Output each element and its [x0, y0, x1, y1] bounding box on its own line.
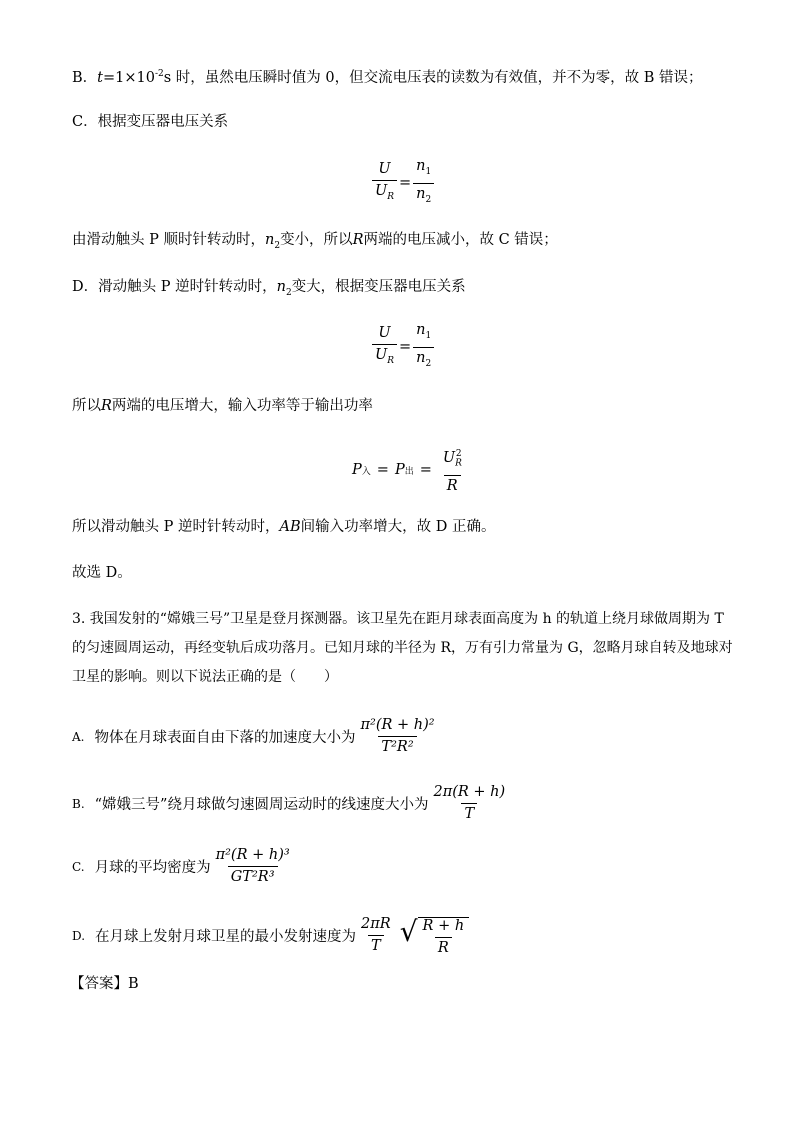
eq2-equals: = — [399, 339, 412, 356]
option-b-label: B. — [72, 796, 85, 811]
option-c-num: π²(R + h)³ — [215, 847, 290, 863]
equation-power — [352, 446, 467, 495]
eq2-n2: n — [416, 349, 426, 366]
eq-u: U — [378, 160, 391, 177]
so-rest: 两端的电压增大，输入功率等于输出功率 — [111, 398, 373, 414]
option-c-text: 月球的平均密度为 — [94, 860, 211, 876]
d-n: n — [276, 279, 286, 295]
var-t: t — [97, 69, 103, 86]
option-d — [72, 914, 469, 957]
eq3-out-sub: 出 — [404, 466, 414, 477]
b-exp: -2 — [154, 69, 164, 79]
c-after-rest: 两端的电压减小，故 C 错误； — [363, 232, 558, 248]
eq3-ur: U — [442, 449, 456, 466]
option-a-text: 物体在月球表面自由下落的加速度大小为 — [94, 730, 356, 746]
option-a-label: A. — [72, 729, 85, 744]
eq2-n2-sub: 2 — [425, 358, 432, 369]
solution-c-conclusion — [72, 230, 558, 256]
option-b-formula — [430, 784, 508, 823]
question-3-line-1 — [72, 609, 724, 629]
eq3-sq: 2 — [455, 449, 462, 459]
fraction-ur2-r — [440, 446, 465, 495]
question-3-line-3 — [72, 667, 338, 687]
final-choice — [72, 563, 132, 583]
option-a-den: T²R² — [381, 739, 414, 755]
answer-line — [70, 974, 139, 994]
fraction-n1-n2-2 — [413, 322, 434, 373]
answer-tag: 【答案】 — [70, 976, 128, 992]
solution-d-conclusion — [72, 517, 495, 537]
c-after-pre: 由滑动触头 P 顺时针转动时， — [72, 232, 265, 248]
option-d-formula-1 — [358, 916, 394, 955]
so2-rest: 间输入功率增大，故 D 正确。 — [300, 519, 496, 535]
option-b-text: “嫦娥三号”绕月球做匀速圆周运动时的线速度大小为 — [94, 797, 429, 813]
sqrt-sign-icon: √ — [399, 915, 418, 948]
option-d-label: D. — [72, 928, 86, 943]
option-a-num: π²(R + h)² — [360, 717, 435, 733]
eq-ur-sub: R — [387, 191, 395, 202]
q3-l3: 卫星的影响。则以下说法正确的是（ ） — [72, 669, 338, 685]
fraction-n1-n2 — [413, 158, 434, 209]
option-d-sqrt — [400, 914, 469, 957]
d-sub: 2 — [285, 287, 292, 298]
so-r: R — [101, 398, 112, 414]
c-after-r: R — [352, 232, 364, 248]
b-rest: s 时，虽然电压瞬时值为 0，但交流电压表的读数为有效值，并不为零，故 B 错误； — [163, 69, 703, 86]
solution-b-line — [72, 64, 703, 88]
option-b-den: T — [464, 806, 475, 822]
option-d-den2: R — [437, 940, 449, 956]
eq3-equals-1: = — [376, 462, 389, 479]
eq3-in-sub: 入 — [361, 466, 371, 477]
eq-n1-sub: 1 — [425, 166, 432, 177]
eq3-r: R — [446, 477, 458, 494]
so-pre: 所以 — [72, 398, 101, 414]
eq2-ur-sub: R — [387, 355, 395, 366]
c-after-sub: 2 — [274, 240, 281, 251]
solution-c-heading — [72, 112, 228, 132]
option-d-num2: R + h — [422, 918, 465, 934]
option-b-num: 2π(R + h) — [433, 784, 506, 800]
eq2-ur: U — [375, 346, 388, 363]
c-after-mid: 变小，所以 — [280, 232, 353, 248]
so2-ab: AB — [279, 519, 301, 535]
c-head-text: C．根据变压器电压关系 — [72, 114, 229, 130]
option-c-formula — [213, 847, 293, 886]
eq2-n1-sub: 1 — [425, 330, 432, 341]
eq-equals: = — [399, 175, 412, 192]
option-a — [72, 717, 440, 756]
option-c-den: GT²R³ — [230, 869, 275, 885]
equation-voltage-ratio-2 — [370, 322, 436, 373]
eq2-u: U — [378, 324, 391, 341]
eq3-p-in: P — [352, 462, 362, 479]
option-c-label: C. — [72, 859, 85, 874]
eq2-n1: n — [416, 322, 426, 338]
eq-n1: n — [416, 158, 426, 174]
solution-d-heading — [72, 277, 466, 303]
option-d-text: 在月球上发射月球卫星的最小发射速度为 — [95, 929, 357, 945]
option-d-formula-2 — [420, 918, 468, 957]
so2-pre: 所以滑动触头 P 逆时针转动时， — [72, 519, 280, 535]
d-pre: D．滑动触头 P 逆时针转动时， — [72, 279, 277, 295]
q3-l1: 3. 我国发射的“嫦娥三号”卫星是登月探测器。该卫星先在距月球表面高度为 h 的轨道上绕月球做周期为 T — [72, 611, 724, 627]
option-a-formula — [357, 717, 437, 756]
option-c — [72, 847, 295, 886]
eq-n2: n — [416, 185, 426, 202]
option-d-den1: T — [371, 938, 381, 954]
option-d-num1: 2πR — [361, 916, 391, 932]
fraction-u-ur — [372, 161, 397, 206]
c-after-n: n — [264, 232, 275, 248]
option-b — [72, 784, 510, 823]
eq3-ur-sub: R — [455, 458, 462, 469]
b-eq: =1×10 — [102, 69, 155, 86]
eq-ur: U — [375, 182, 388, 199]
question-3-line-2 — [72, 638, 733, 658]
equation-voltage-ratio-1 — [370, 158, 436, 209]
eq3-equals-2: = — [419, 462, 432, 479]
answer-value: B — [128, 976, 139, 992]
solution-power-statement — [72, 396, 373, 416]
q3-l2: 的匀速圆周运动，再经变轨后成功落月。已知月球的半径为 R，万有引力常量为 G，忽略月球自转及地球对 — [72, 640, 733, 656]
b-prefix: B． — [72, 69, 98, 86]
eq-n2-sub: 2 — [425, 194, 432, 205]
fraction-u-ur-2 — [372, 325, 397, 370]
d-rest: 变大，根据变压器电压关系 — [291, 279, 466, 295]
eq3-p-out: P — [394, 462, 405, 479]
choose-text: 故选 D。 — [72, 565, 132, 581]
